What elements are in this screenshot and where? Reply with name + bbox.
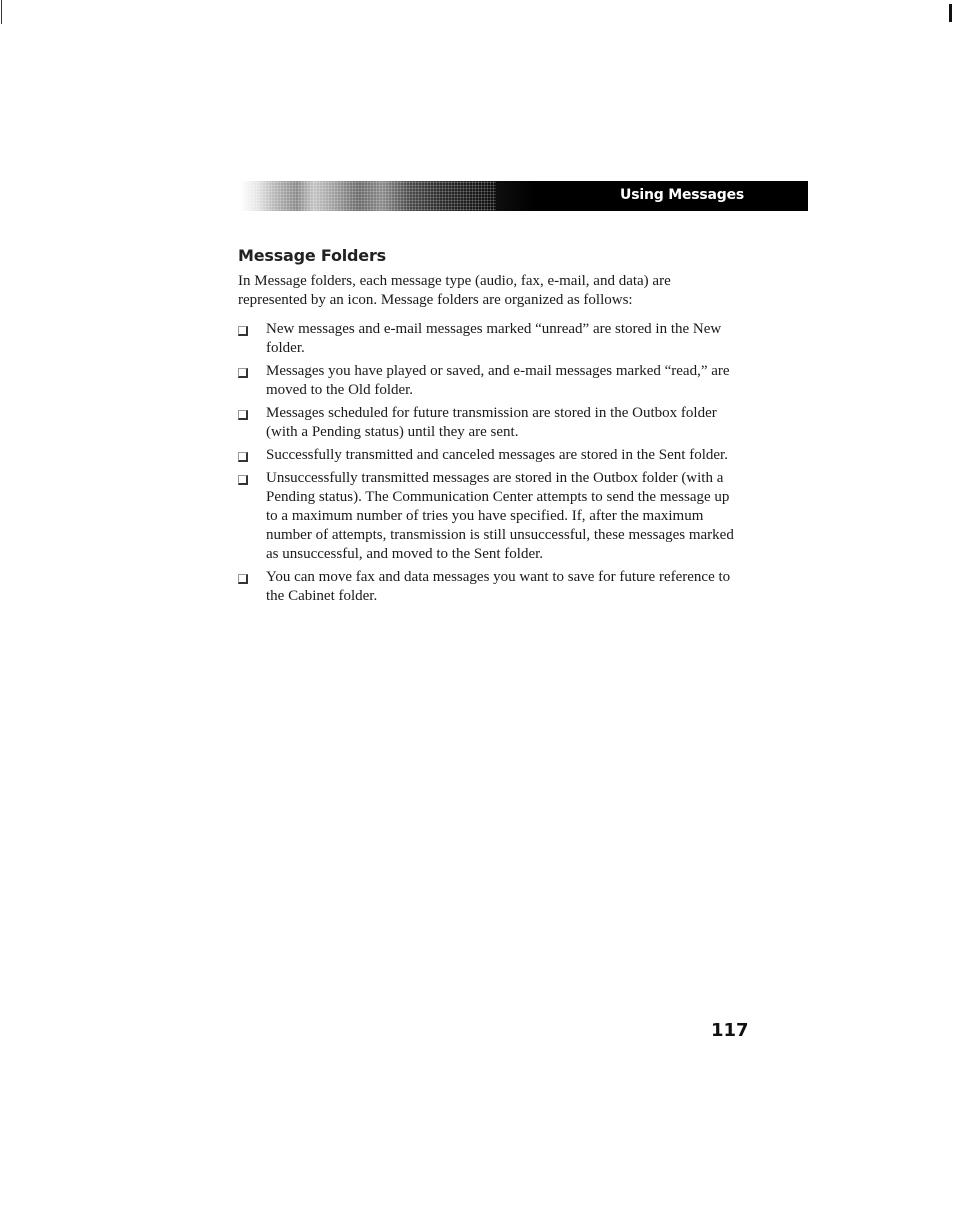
list-item-text: Messages you have played or saved, and e-mail messages marked “read,” are moved to the Old folder.	[266, 363, 730, 398]
section-header-bar	[240, 181, 808, 211]
list-item	[238, 446, 738, 465]
list-item-text: You can move fax and data messages you want to save for future reference to the Cabinet folder.	[266, 569, 731, 604]
list-item	[238, 320, 738, 358]
list-item-text: New messages and e-mail messages marked “unread” are stored in the New folder.	[266, 321, 722, 356]
header-halftone-texture	[240, 181, 496, 211]
checkbox-square-icon	[238, 574, 248, 584]
checkbox-square-icon	[238, 368, 248, 378]
checkbox-square-icon	[238, 410, 248, 420]
checkbox-square-icon	[238, 452, 248, 462]
intro-paragraph: In Message folders, each message type (audio, fax, e-mail, and data) are represented by an icon. Message folders are organized as follows:	[238, 273, 671, 308]
scan-edge-mark-left	[1, 0, 2, 24]
list-item	[238, 404, 738, 442]
folder-list	[238, 320, 738, 610]
checkbox-square-icon	[238, 475, 248, 485]
checkbox-square-icon	[238, 326, 248, 336]
scan-edge-mark-right	[949, 4, 952, 22]
list-item	[238, 362, 738, 400]
list-item	[238, 469, 738, 564]
section-title: Using Messages	[620, 187, 744, 203]
page-number: 117	[711, 1020, 749, 1041]
list-item-text: Unsuccessfully transmitted messages are stored in the Outbox folder (with a Pending status). The Communication Center attempts to send the message up to a maximum number of tries you have specified. If, after the maximum number of attempts, transmission is still unsuccessful, these messages marked as unsuccessful, and moved to the Sent folder.	[266, 470, 734, 562]
list-item	[238, 568, 738, 606]
list-item-text: Messages scheduled for future transmission are stored in the Outbox folder (with a Pending status) until they are sent.	[266, 405, 717, 440]
page-heading: Message Folders	[238, 246, 386, 265]
list-item-text: Successfully transmitted and canceled messages are stored in the Sent folder.	[266, 447, 728, 463]
